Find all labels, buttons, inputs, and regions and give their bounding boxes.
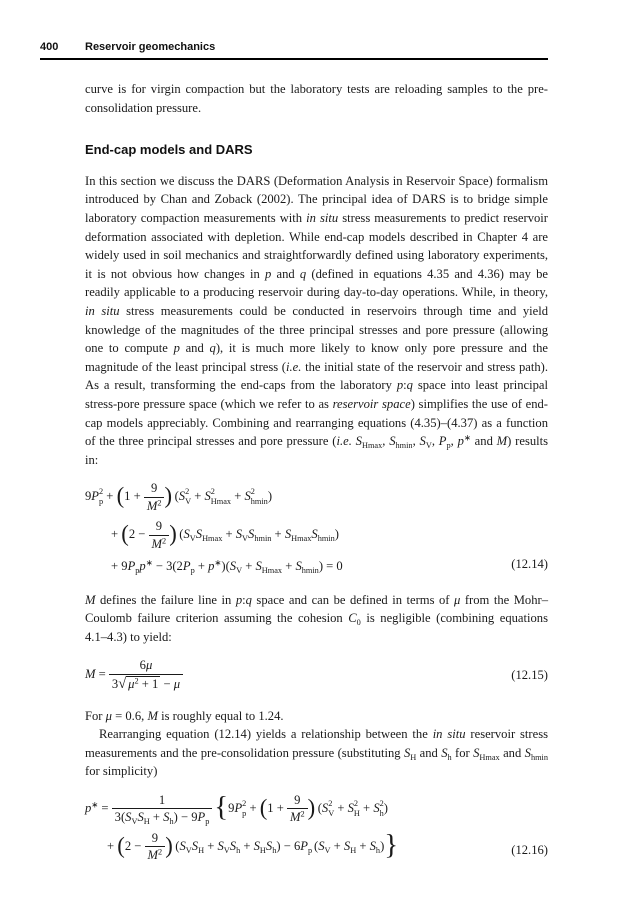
subscript: hmin (395, 441, 413, 450)
text-run: 1 + (267, 800, 287, 815)
text-run: + (194, 559, 209, 574)
subscript: V (131, 817, 138, 827)
numerator (287, 793, 308, 809)
subscript: Hmax (291, 533, 312, 543)
equation-line (85, 828, 503, 866)
italic-run: μ (173, 676, 181, 691)
italic-run: S (311, 527, 318, 542)
subscript: H (353, 808, 360, 818)
italic-run: i.e. (286, 359, 302, 374)
text-run: 2 − (124, 838, 145, 853)
text-run: + (231, 489, 245, 504)
text-run: stress measurements to predict reservoir deformation associated with depletion. While end-cap models described in Chapter 4 are widely used in soil mechanics and straightforwardly defined using laboratory experiments, it is not obvious how changes in (85, 210, 548, 281)
text-run: for (451, 745, 474, 760)
text-run: for simplicity) (85, 764, 158, 779)
italic-run: P (438, 434, 447, 449)
big-delimiter: ( (121, 521, 129, 547)
italic-run: M (85, 667, 96, 682)
italic-run: in situ (432, 727, 466, 742)
equation (85, 655, 548, 695)
text-run: + (282, 559, 296, 574)
subscript: hmin (250, 497, 268, 507)
denominator (149, 536, 170, 551)
text-run: + (246, 800, 260, 815)
text-run: 9 (155, 519, 162, 534)
subscript: p (190, 566, 195, 576)
text-run: ), it is much more likely to know only pore pressure and the magnitude of the least principal stress ( (85, 341, 548, 374)
equation-lines (85, 478, 503, 579)
italic-run: M (147, 848, 159, 863)
subscript: hmin (530, 752, 549, 762)
subscript: h (169, 817, 174, 827)
text-run: stress measurements could be conducted in reservoirs through time and yield knowledge of the magnitudes of the three principal stresses and pore pressure (allowing one to compute (85, 303, 548, 356)
text-run: ( (314, 838, 319, 853)
numerator (144, 481, 165, 497)
superscript: 2 (162, 536, 167, 546)
italic-run: μ (145, 658, 153, 673)
text-run: 9 (228, 800, 235, 815)
text-run: and (271, 266, 300, 281)
running-title: Reservoir geomechanics (85, 41, 216, 53)
text-run: 9 (151, 481, 158, 496)
fraction (112, 793, 213, 825)
text-run: + 1 (138, 676, 159, 691)
italic-run: S (248, 527, 255, 542)
italic-run: S (419, 434, 426, 449)
subscript: h (236, 845, 241, 855)
text-run: 9 (294, 792, 301, 807)
text-run: defines the failure line in (95, 592, 236, 607)
text-run: − (160, 676, 174, 691)
subscript: hmin (301, 566, 319, 576)
denominator (145, 847, 166, 862)
text-run: For (85, 708, 106, 723)
paragraph (85, 725, 548, 781)
radical (118, 677, 160, 691)
italic-run: S (369, 838, 376, 853)
text-run: = (95, 667, 109, 682)
text-run: is roughly equal to 1.24. (157, 708, 284, 723)
italic-run: μ (105, 708, 112, 723)
italic-run: S (235, 527, 243, 542)
superscript: 2 (250, 487, 255, 497)
fraction (149, 519, 170, 551)
subscript: h (272, 845, 277, 855)
italic-run: S (284, 527, 292, 542)
big-delimiter: ) (165, 832, 173, 858)
subscript: H (410, 752, 417, 762)
subscript: H (259, 845, 266, 855)
denominator (144, 498, 165, 513)
text-run: ) = 0 (318, 559, 343, 574)
superscript: 2 (242, 799, 247, 808)
italic-run: M (496, 434, 508, 449)
superscript: ∗ (214, 558, 222, 568)
text-run: and (470, 434, 497, 449)
italic-run: p (264, 266, 272, 281)
text-run: )( (221, 559, 230, 574)
subscript: H (198, 845, 205, 855)
italic-run: μ (454, 592, 461, 607)
subscript: V (324, 845, 331, 855)
subscript: hmin (317, 533, 335, 543)
text-run: ) − 9 (173, 810, 198, 825)
superscript: 2 (134, 676, 139, 686)
text-run: + (222, 527, 236, 542)
italic-run: i.e. (336, 434, 352, 449)
italic-run: q (406, 378, 413, 393)
text-run: reservoir stress measurements and the pre-consolidation pressure (substituting (85, 727, 549, 760)
header-rule (40, 58, 548, 60)
italic-run: P (182, 559, 191, 574)
italic-run: M (146, 498, 158, 513)
italic-run: S (179, 838, 186, 853)
equation-line (85, 516, 503, 554)
text-run: ) (334, 527, 339, 542)
text-run: ( (317, 800, 322, 815)
big-delimiter: ( (116, 483, 125, 509)
text-run: + (204, 838, 218, 853)
text-run: (defined in equations 4.35 and 4.36) may be readily applicable to a producing reservoir during day-to-day operations. While, in theory, (85, 266, 548, 300)
equation-lines (85, 790, 503, 866)
text-run: , (382, 434, 390, 449)
italic-run: S (265, 838, 273, 853)
subscript: V (189, 533, 196, 543)
italic-run: C (348, 611, 357, 626)
denominator (109, 675, 183, 693)
big-delimiter: ) (169, 521, 177, 547)
subscript: V (185, 845, 192, 855)
italic-run: p (208, 559, 215, 574)
text-run: ) (383, 800, 388, 815)
text-run: Rearranging equation (12.14) yields a relationship between the (99, 727, 433, 742)
text-run: ) (267, 489, 273, 504)
equation-number: (12.14) (511, 557, 548, 572)
text-run: , (450, 434, 458, 449)
subscript: V (236, 566, 243, 576)
equation-number: (12.16) (511, 843, 548, 858)
text-run: + (107, 838, 118, 853)
italic-run: q (209, 341, 216, 356)
text-run: + (111, 527, 122, 542)
text-run: 9 (85, 489, 92, 504)
subscript: Hmax (261, 566, 283, 576)
italic-run: S (217, 838, 224, 853)
italic-run: S (403, 745, 411, 760)
italic-run: S (524, 745, 531, 760)
fraction (287, 793, 308, 825)
subscript: Hmax (479, 752, 500, 762)
text-run: 3 (111, 676, 119, 691)
text-run: is negligible (combining equations 4.1–4.3) to yield: (85, 611, 548, 644)
superscript: ∗ (463, 433, 471, 443)
text-run: = 0.6, (111, 708, 148, 723)
italic-run: p (139, 559, 146, 574)
text-run: + (149, 810, 164, 825)
text-run: + (103, 489, 117, 504)
italic-run: M (151, 536, 163, 551)
italic-run: S (473, 745, 480, 760)
text-run: + 9 (111, 559, 128, 574)
italic-run: S (137, 810, 144, 825)
subscript: h (375, 845, 381, 855)
text-run: + (191, 489, 205, 504)
text-run: from the Mohr–Coulomb failure criterion assuming the cohesion (85, 592, 549, 626)
text-run: , (431, 434, 439, 449)
text-run: + (242, 559, 256, 574)
text-run: = (98, 800, 112, 815)
text-run: ( (179, 527, 184, 542)
numerator (112, 793, 213, 809)
italic-run: p (173, 341, 180, 356)
italic-run: in situ (306, 210, 339, 225)
subscript: Hmax (210, 497, 232, 507)
text-run: and (179, 341, 210, 356)
radicand (126, 676, 160, 691)
superscript: 2 (99, 487, 104, 497)
text-run: + (330, 838, 344, 853)
subscript: H (143, 817, 150, 827)
section-heading: End-cap models and DARS (85, 142, 253, 158)
text-run: curve is for virgin compaction but the laboratory tests are reloading samples to the pre-consolidation pressure. (85, 82, 548, 115)
text-run: 1 (158, 792, 166, 807)
italic-run: P (127, 559, 136, 574)
big-delimiter: } (384, 829, 399, 862)
text-run: ) − 6 (276, 838, 301, 853)
text-run: 9 (151, 830, 158, 845)
italic-run: S (183, 527, 190, 542)
paragraph (85, 591, 548, 647)
equation (85, 790, 548, 866)
italic-run: S (229, 559, 237, 574)
subscript: p (307, 845, 313, 855)
italic-run: S (255, 559, 262, 574)
italic-run: S (191, 838, 199, 853)
text-run: In this section we discuss the DARS (Deformation Analysis in Reservoir Space) formalism introduced by Chan and Zoback (2002). The principal idea of DARS is to bridge simple laboratory compaction measurements with (85, 173, 548, 225)
italic-run: p (235, 592, 243, 607)
subscript: h (447, 752, 452, 762)
superscript: ∗ (91, 800, 99, 810)
denominator (112, 809, 213, 827)
numerator (109, 658, 183, 674)
paragraph (85, 172, 548, 470)
text-run: ) results in: (85, 434, 549, 467)
subscript: V (185, 497, 192, 507)
subscript: p (99, 497, 104, 507)
text-run: space into least principal stress-pore pressure space (which we refer to as (85, 378, 548, 411)
text-run: ) (380, 838, 385, 853)
subscript: p (446, 441, 451, 450)
italic-run: S (229, 838, 237, 853)
fraction (144, 481, 165, 513)
big-delimiter: ) (164, 483, 173, 509)
text-run: space and can be defined in terms of (251, 592, 455, 607)
italic-run: P (300, 838, 308, 853)
subscript: p (135, 566, 140, 576)
italic-run: P (91, 489, 99, 504)
italic-run: M (289, 810, 301, 825)
italic-run: S (389, 434, 396, 449)
subscript: hmin (254, 533, 272, 543)
subscript: H (350, 845, 357, 855)
subscript: V (425, 441, 432, 450)
italic-run: S (204, 489, 211, 504)
italic-run: S (253, 838, 260, 853)
superscript: 2 (300, 809, 305, 819)
subscript: V (223, 845, 230, 855)
italic-run: S (441, 745, 448, 760)
italic-run: S (321, 800, 329, 815)
text-run: 2 − (128, 527, 149, 542)
equation-line (85, 554, 503, 580)
superscript: 2 (157, 498, 162, 508)
italic-run: p (85, 800, 92, 815)
big-delimiter: { (214, 791, 229, 824)
italic-run: μ (128, 676, 135, 691)
superscript: 2 (353, 799, 359, 808)
italic-run: p (396, 378, 404, 393)
superscript: 2 (210, 487, 215, 497)
text-run: ( (174, 489, 179, 504)
italic-run: in situ (85, 303, 120, 318)
italic-run: P (197, 810, 206, 825)
numerator (149, 519, 170, 535)
numerator (145, 831, 166, 847)
italic-run: S (373, 800, 380, 815)
italic-run: q (299, 266, 307, 281)
big-delimiter: ) (307, 794, 316, 820)
text-run: the initial state of the reservoir and stress path). As a result, transforming the end-caps from the laboratory (85, 359, 548, 393)
text-run: : (403, 378, 407, 393)
fraction (145, 831, 166, 863)
subscript: Hmax (202, 533, 223, 543)
subscript: V (242, 533, 249, 543)
equation-line (85, 655, 503, 695)
text-run: and (499, 745, 525, 760)
superscript: 2 (185, 487, 190, 497)
italic-run: S (163, 810, 170, 825)
italic-run: S (318, 838, 325, 853)
italic-run: P (234, 800, 243, 815)
superscript: 2 (158, 847, 163, 857)
italic-run: S (355, 434, 362, 449)
paragraph (85, 80, 548, 117)
text-run: 3( (114, 810, 126, 825)
equation-lines (85, 655, 503, 695)
subscript: 0 (356, 618, 361, 628)
text-run: ( (175, 838, 180, 853)
italic-run: q (245, 592, 252, 607)
text-run: + (271, 527, 285, 542)
text-run: ) simplifies the use of end-cap models appreciably. Combining and rearranging equations (4.35)–(4.37) as a function of the three principal stresses and pore pressure ( (85, 396, 548, 449)
italic-run: S (178, 489, 186, 504)
subscript: p (205, 817, 210, 827)
page-header (40, 41, 548, 53)
fraction (109, 658, 183, 692)
subscript: h (379, 808, 384, 818)
superscript: ∗ (145, 558, 153, 568)
superscript: 2 (379, 799, 384, 808)
text-run: + (359, 800, 374, 815)
page-number: 400 (40, 41, 59, 53)
italic-run: p (457, 434, 464, 449)
equation-line (85, 478, 503, 516)
italic-run: M (85, 592, 96, 607)
superscript: 2 (328, 799, 333, 808)
italic-run: S (125, 810, 132, 825)
text-run: : (242, 592, 246, 607)
big-delimiter: ( (259, 794, 268, 820)
equation-line (85, 790, 503, 828)
italic-run: S (195, 527, 203, 542)
sub-sup-stack (251, 487, 268, 507)
text-run: − 3(2 (152, 559, 183, 574)
text-run: + (356, 838, 370, 853)
text-run: + (334, 800, 348, 815)
subscript: p (242, 808, 247, 818)
sub-sup-stack (211, 487, 231, 507)
text-run: 1 + (124, 489, 144, 504)
text-run: 6 (139, 658, 146, 673)
paragraph (85, 707, 548, 726)
denominator (287, 809, 308, 824)
page-content (85, 80, 548, 877)
radical-sign: √ (118, 675, 127, 692)
equation (85, 478, 548, 579)
italic-run: S (244, 489, 251, 504)
subscript: V (328, 808, 335, 818)
text-run: + (240, 838, 254, 853)
italic-run: S (347, 800, 354, 815)
italic-run: S (343, 838, 351, 853)
text-run: and (416, 745, 442, 760)
italic-run: reservoir space (332, 396, 411, 411)
italic-run: M (147, 708, 158, 723)
equation-number: (12.15) (511, 668, 548, 683)
italic-run: S (295, 559, 302, 574)
big-delimiter: ( (117, 832, 125, 858)
subscript: Hmax (361, 441, 383, 450)
text-run: , (412, 434, 420, 449)
